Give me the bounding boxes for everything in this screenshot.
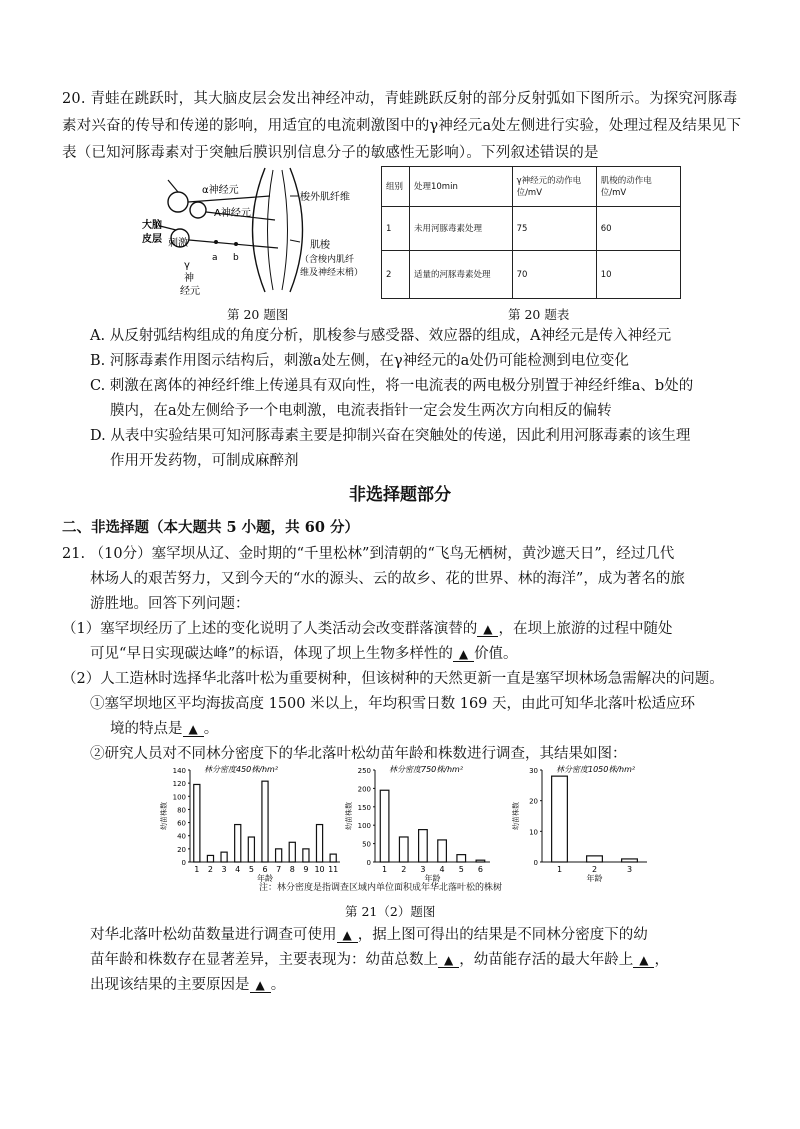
chart-bar [457,855,466,862]
chart-title: 林分密度450株/hm² [204,765,279,774]
y-tick-label: 50 [362,840,371,849]
point-b [234,242,238,246]
q20-table-header: 处理10min [409,167,512,207]
section-title: 非选择题部分 [349,485,451,505]
q20-option-d-line2: 作用开发药物，可制成麻醉剂 [110,453,299,469]
q21-stem-line1: 21. （10分）塞罕坝从辽、金时期的“千里松林”到清朝的“飞鸟无栖树，黄沙遮天日”，经过几代 [62,546,675,562]
chart-bar [438,840,447,862]
chart-bar [587,856,603,862]
y-axis-label: 幼苗株数 [345,802,353,830]
x-tick-label: 1 [194,865,200,874]
q20-table [381,166,681,299]
spindle-leader [290,240,300,242]
q21-p1b: ，在坝上旅游的过程中随处 [498,621,673,637]
chart-bar [622,859,638,862]
chart-bar [303,849,309,862]
q21-p3b: ，据上图可得出的结果是不同林分密度下的幼 [357,927,648,943]
label-alpha: α神经元 [202,185,239,196]
alpha-neuron-body [168,192,188,212]
table-cell: 未用河豚毒素处理 [409,207,512,251]
y-tick-label: 20 [177,845,186,854]
label-A: A神经元 [214,208,251,219]
chart-bar [330,854,336,862]
q20-table-header: γ神经元的动作电位/mV [512,167,596,207]
x-axis-label: 年龄 [424,874,441,883]
y-tick-label: 150 [357,803,371,812]
x-tick-label: 4 [439,865,445,874]
cortex-line [168,180,178,192]
x-tick-label: 6 [477,865,483,874]
x-tick-label: 3 [626,865,633,874]
chart-bar [316,825,322,862]
table-cell: 70 [512,251,596,299]
x-tick-label: 5 [458,865,464,874]
y-tick-label: 0 [533,859,538,867]
x-axis-label: 年龄 [586,874,603,883]
table-cell: 60 [596,207,680,251]
answer-blank[interactable]: ▲ [453,647,474,662]
y-tick-label: 80 [177,806,186,815]
table-cell: 1 [382,207,410,251]
y-tick-label: 140 [172,767,186,775]
y-tick-label: 0 [181,859,186,867]
A-neuron-body [190,202,206,218]
answer-blank[interactable]: ▲ [183,722,204,737]
y-tick-label: 20 [529,797,538,806]
label-spindle-3: 维及神经末梢） [300,268,364,278]
q21-charts [150,762,670,897]
x-tick-label: 7 [276,865,282,874]
q21-p3f: 出现该结果的主要原因是 [90,977,250,993]
table-cell: 2 [382,251,410,299]
x-axis-label: 年龄 [257,874,273,883]
x-tick-label: 11 [328,865,339,874]
q20-option-c-line2: 膜内，在a处左侧给予一个电刺激，电流表指针一定会发生两次方向相反的偏转 [110,403,612,419]
chart-title: 林分密度750株/hm² [389,765,464,774]
answer-blank[interactable]: ▲ [438,953,459,968]
label-gamma-3: 经元 [180,286,200,297]
q21-part3-line1 [90,922,648,948]
q21-chart-caption: 第 21（2）题图 [345,904,436,919]
x-tick-label: 8 [289,865,295,874]
q21-p2-1b: 境的特点是 [110,721,183,737]
stim-line [160,226,176,230]
y-tick-label: 100 [172,793,186,802]
q21-p1a: （1）塞罕坝经历了上述的变化说明了人类活动会改变群落演替的 [62,621,478,637]
chart-note: 注：林分密度是指调查区域内单位面积成年华北落叶松的株树 [259,883,503,893]
table-cell: 10 [596,251,680,299]
q20-option-b: B. 河豚毒素作用图示结构后，刺激a处左侧，在γ神经元的a处仍可能检测到电位变化 [90,353,629,369]
q21-part1-line2 [90,641,518,667]
x-tick-label: 3 [420,865,426,874]
y-tick-label: 120 [172,780,186,789]
y-tick-label: 250 [357,767,371,775]
label-outer-fiber: 梭外肌纤维 [300,192,350,203]
muscle-fiber-1 [268,170,274,290]
y-tick-label: 60 [177,819,186,828]
q21-stem-line3: 游胜地。回答下列问题： [90,596,250,612]
q20-fig-caption: 第 20 题图 [227,307,289,322]
q21-part2: （2）人工造林时选择华北落叶松为重要树种，但该树种的天然更新一直是塞罕坝林场急需解决的问题。 [62,671,724,687]
x-tick-label: 6 [262,865,268,874]
q21-p3e: ， [654,952,669,968]
chart-bar [476,860,485,862]
q21-part2-1-line1: ①塞罕坝地区平均海拔高度 1500 米以上，年均积雪日数 169 天，由此可知华北落叶松适应环 [90,696,696,712]
answer-blank[interactable]: ▲ [477,622,498,637]
x-tick-label: 3 [221,865,227,874]
q21-part3-line2 [90,947,669,973]
label-a: a [212,253,218,263]
x-tick-label: 2 [401,865,407,874]
x-tick-label: 4 [235,865,241,874]
table-cell: 75 [512,207,596,251]
gamma-axon [189,240,278,248]
alpha-axon [188,196,270,202]
q21-p3g: 。 [270,977,286,993]
chart-bar [289,842,295,862]
label-cortex-1: 大脑 [142,220,162,231]
label-gamma-2: 神 [184,273,194,284]
answer-blank[interactable]: ▲ [633,953,654,968]
q21-p3a: 对华北落叶松幼苗数量进行调查可使用 [90,927,337,943]
chart-bar [235,825,241,862]
q20-table-caption: 第 20 题表 [508,307,570,322]
chart-bar [194,784,200,862]
q20-table-header: 组别 [382,167,410,207]
q20-reflex-arc-diagram [140,160,365,300]
q20-stem: 20. 青蛙在跳跃时，其大脑皮层会发出神经冲动，青蛙跳跃反射的部分反射弧如下图所示。为探究河豚毒素对兴奋的传导和传递的影响，用适宜的电流刺激图中的γ神经元a处左侧进行实验，处理过程及结果见下表（已知河豚毒素对于突触后膜识别信息分子的敏感性无影响）。下列叙述错误的是 [62,91,742,161]
x-tick-label: 2 [591,865,598,874]
q21-p1d: 价值。 [474,646,518,662]
y-tick-label: 100 [357,822,371,831]
x-tick-label: 2 [207,865,214,874]
table-cell: 适量的河豚毒素处理 [409,251,512,299]
chart-bar [221,852,227,862]
chart-bar [207,855,213,862]
q21-p3d: ，幼苗能存活的最大年龄上 [459,952,634,968]
q21-dot: 。 [203,721,219,737]
q21-part2-1-line2 [110,716,218,742]
y-tick-label: 30 [529,767,538,775]
q21-part1-line1 [62,616,672,642]
chart-bar [399,837,408,862]
chart-bar [552,776,568,862]
q21-stem-line2: 林场人的艰苦努力，又到今天的“水的源头、云的故乡、花的世界、林的海洋”，成为著名的旅 [90,571,685,587]
q21-p1c: 可见“早日实现碳达峰”的标语，体现了坝上生物多样性的 [90,646,453,662]
label-b: b [233,253,239,263]
q21-part3-line3 [90,972,285,998]
table-row [382,251,681,299]
part2-title: 二、非选择题（本大题共 5 小题，共 60 分） [62,519,359,536]
answer-blank[interactable]: ▲ [337,928,358,943]
label-stim: 刺激 [168,238,188,249]
label-spindle-2: （含梭内肌纤 [300,255,355,265]
q20-option-d-line1: D. 从表中实验结果可知河豚毒素主要是抑制兴奋在突触处的传递，因此利用河豚毒素的该生理 [90,428,691,444]
q21-part2-2: ②研究人员对不同林分密度下的华北落叶松幼苗年龄和株数进行调查，其结果如图： [90,746,627,762]
y-axis-label: 幼苗株数 [160,802,168,830]
y-tick-label: 10 [529,828,538,837]
x-tick-label: 5 [248,865,254,874]
chart-bar [262,781,268,862]
chart-title: 林分密度1050株/hm² [556,765,636,774]
point-a [214,240,218,244]
chart-bar [419,830,428,862]
x-tick-label: 10 [314,865,325,874]
x-tick-label: 1 [556,865,563,874]
label-spindle-1: 肌梭 [310,240,330,251]
q20-table-header: 肌梭的动作电位/mV [596,167,680,207]
chart-bar [248,837,254,862]
y-tick-label: 200 [357,785,371,794]
q20-option-c-line1: C. 刺激在离体的神经纤维上传递具有双向性，将一电流表的两电极分别置于神经纤维a、b处的 [90,378,694,394]
label-cortex-2: 皮层 [142,234,162,245]
x-tick-label: 9 [303,865,309,874]
muscle-outline-left [253,168,266,292]
q21-p3c: 苗年龄和株数存在显著差异，主要表现为：幼苗总数上 [90,952,438,968]
x-tick-label: 1 [382,865,388,874]
y-axis-label: 幼苗株数 [512,802,520,830]
y-tick-label: 0 [366,859,371,867]
muscle-fiber-2 [282,170,288,290]
chart-bar [380,790,389,862]
y-tick-label: 40 [177,832,186,841]
q20-table-header-row [382,167,681,207]
label-gamma-1: γ [184,260,190,271]
table-row [382,207,681,251]
q20-option-a: A. 从反射弧结构组成的角度分析，肌梭参与感受器、效应器的组成，A神经元是传入神经元 [90,328,672,344]
answer-blank[interactable]: ▲ [250,978,271,993]
chart-bar [276,849,282,862]
